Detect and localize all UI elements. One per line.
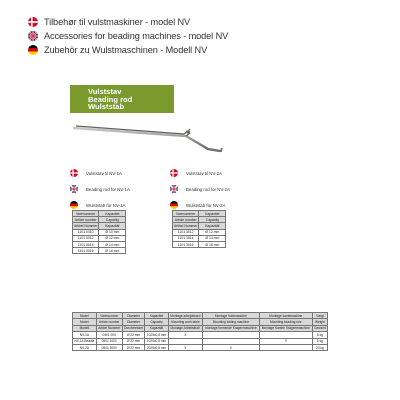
- table-row: NV-1A 0501 000 Ø 22 mm 1025x0,8 mm X 5 kg: [73, 332, 328, 338]
- beading-rod-image: [70, 115, 340, 165]
- germany-flag-icon: [28, 45, 38, 55]
- table-row: NV-1A Beadla 0501 1000 Ø 22 mm 1025x0,8 mm X 5 kg: [73, 338, 328, 344]
- germany-flag-icon: [70, 201, 78, 209]
- denmark-flag-icon: [28, 17, 38, 27]
- left-desc-de: Wulststab für NV-1A: [70, 200, 130, 210]
- spec-header-row: Varenummer Kapacitet: [73, 211, 126, 217]
- table-row: 1101 3012 Ø 12 mm: [173, 229, 226, 235]
- uk-flag-icon: [28, 31, 38, 41]
- machine-header-row: Model Article number Diameter Capacity Mounting work table Mounting folding machine Mounting beading rule Weight: [73, 319, 328, 325]
- uk-flag-icon: [170, 185, 178, 193]
- left-desc-en: Beading rod for NV-1A: [70, 184, 130, 194]
- spec-header-row: Article number Capacity: [173, 217, 226, 223]
- table-row: 1101 3016 Ø 16 mm: [173, 241, 226, 247]
- denmark-flag-icon: [70, 169, 78, 177]
- table-row: 1101 0016 Ø 16 mm: [73, 248, 126, 254]
- header-text-de: Zubehör zu Wulstmaschinen - Modell NV: [44, 45, 208, 55]
- header-line-de: [28, 44, 207, 56]
- left-desc-da: Vulststav til NV-1A: [70, 168, 130, 178]
- left-description: [70, 168, 130, 210]
- machine-table: [72, 312, 328, 351]
- right-description: [170, 168, 230, 210]
- table-row: 1101 0010 Ø 10 mm: [73, 229, 126, 235]
- table-row: 1101 0012 Ø 12 mm: [73, 235, 126, 241]
- right-desc-da: Vulststav til NV-2A: [170, 168, 230, 178]
- germany-flag-icon: [170, 201, 178, 209]
- right-desc-en: Beading rod for NV-2A: [170, 184, 230, 194]
- product-label-de: Wulststab: [88, 102, 125, 112]
- header-text-da: Tilbehør til vulstmaskiner - model NV: [44, 17, 191, 27]
- product-label: [70, 85, 174, 113]
- product-label-en: Beading rod: [88, 94, 133, 104]
- spec-header-row: Varenummer Kapacitet: [173, 211, 226, 217]
- spec-table-left: [72, 210, 126, 254]
- spec-header-row: Artikel Nummer Kapazität: [73, 223, 126, 229]
- right-desc-de: Wulststab für NV-2A: [170, 200, 230, 210]
- spec-header-row: Article number Capacity: [73, 217, 126, 223]
- machine-header-row: Model Varenummer Diameter Kapacitet Montage arbejdsbord Montage foldemaskine Montage kantemaskine Vægt: [73, 313, 328, 319]
- denmark-flag-icon: [170, 169, 178, 177]
- header-line-da: [28, 16, 190, 28]
- table-row: 1101 0014 Ø 14 mm: [73, 241, 126, 247]
- header-line-en: [28, 30, 228, 42]
- spec-header-row: Artikel Nummer Kapazität: [173, 223, 226, 229]
- header-text-en: Accessories for beading machines - model NV: [44, 31, 229, 41]
- machine-header-row: Modell Artikel Nummer Durchmesser Kapazität Montage Arbeitstisch Montage formende Kragenmaschine Montage Kanten Kragenmaschine Gewicht: [73, 325, 328, 331]
- spec-table-right: [172, 210, 226, 248]
- uk-flag-icon: [70, 185, 78, 193]
- table-row: 1101 3014 Ø 14 mm: [173, 235, 226, 241]
- product-label-da: Vulststav: [88, 87, 122, 96]
- table-row: NV-2A 0501 3000 Ø 22 mm 2025x0,8 mm X X 23 kg: [73, 344, 328, 350]
